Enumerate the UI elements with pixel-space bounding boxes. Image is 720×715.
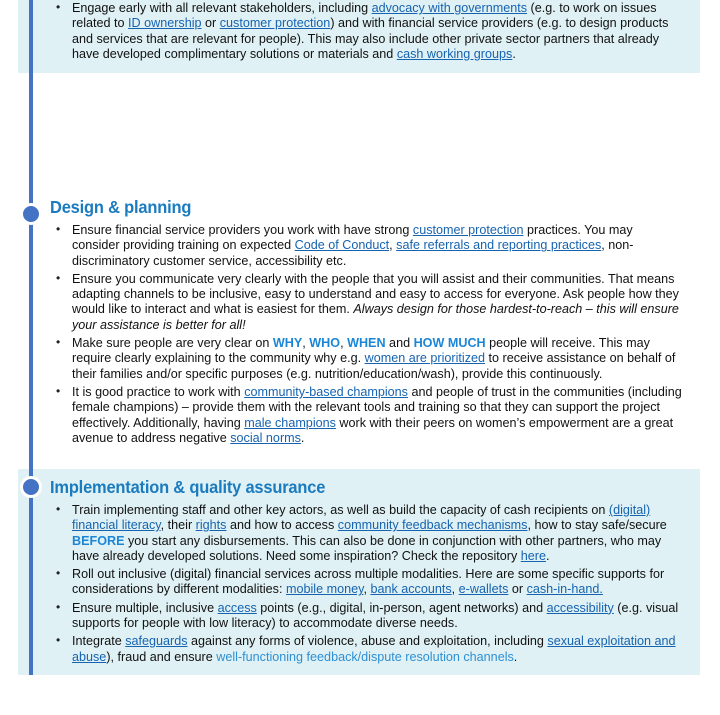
body-text: points (e.g., digital, in-person, agent networks) and	[256, 600, 547, 615]
emphasis-text: WHY	[272, 336, 303, 351]
emphasis-text: HOW MUCH	[413, 336, 486, 351]
inline-link[interactable]: customer protection	[412, 223, 524, 237]
inline-link[interactable]: advocacy with governments	[371, 1, 528, 16]
body-text: ), fraud and ensure	[106, 649, 217, 664]
body-text: , their	[160, 518, 196, 533]
body-text: (e.g. visual supports for people with low literacy) to accommodate diverse needs.	[72, 600, 679, 631]
inline-link[interactable]: customer protection	[219, 16, 331, 31]
timeline-rail	[29, 0, 33, 675]
body-text: ) and with financial service providers (e.g. to design products and services that are relevant for people). This may also include other private sector partners that already have developed complimentary solutions or materials and	[72, 16, 669, 61]
inline-link[interactable]: social norms	[230, 430, 301, 445]
section-heading-design: Design & planning	[50, 197, 192, 217]
timeline-dot-design	[20, 203, 42, 225]
inline-link[interactable]: cash working groups	[396, 46, 513, 61]
body-text: and	[385, 336, 414, 351]
body-text: and people of trust in the communities (including female champions) – provide them with the relevant tools and training so that they can support the project effectively. Additionally, having	[72, 384, 682, 430]
body-text: ,	[302, 336, 310, 351]
section-engagement	[18, 0, 700, 73]
bullet-item	[50, 223, 682, 269]
body-text: or	[508, 582, 527, 597]
body-text: , how to stay safe/secure	[527, 518, 667, 533]
body-text: Integrate	[72, 634, 126, 649]
body-text: ,	[363, 582, 371, 597]
body-text: to receive assistance on behalf of their families and/or specific purposes (e.g. nutrition/education/wash), provide this continuously.	[72, 351, 676, 381]
inline-link[interactable]: sexual exploitation and abuse	[72, 634, 676, 664]
body-text: Engage early with all relevant stakeholders, including	[72, 1, 372, 16]
bottom-clip-guard	[0, 675, 720, 715]
bullet-item	[50, 503, 682, 564]
emphasis-text: WHEN	[347, 336, 386, 351]
section-implementation	[18, 469, 700, 676]
body-text: .	[513, 649, 518, 664]
bullet-item	[50, 634, 682, 665]
inline-link[interactable]: (digital) financial literacy	[72, 503, 651, 533]
body-text: Train implementing staff and other key actors, as well as build the capacity of cash recipients on	[72, 503, 609, 517]
inline-link[interactable]: safeguards	[125, 634, 188, 649]
inline-link[interactable]: community-based champions	[244, 384, 408, 399]
inline-link[interactable]: ID ownership	[128, 16, 202, 31]
body-text: ,	[451, 582, 459, 597]
section-heading-implementation: Implementation & quality assurance	[50, 477, 326, 497]
emphasis-text: WHO	[309, 336, 341, 351]
section-body	[18, 0, 700, 62]
body-text: practices. You may consider providing training on expected	[72, 223, 633, 253]
inline-link[interactable]: here	[520, 548, 546, 563]
bullet-list	[50, 503, 682, 665]
inline-link[interactable]: mobile money	[285, 582, 364, 597]
inline-link[interactable]: accessibility	[546, 600, 614, 615]
body-text: work with their peers on women’s empowerment are a great avenue to address negative	[72, 415, 674, 445]
bullet-list	[50, 223, 682, 446]
body-text: .	[545, 548, 550, 563]
body-text: people will receive. This may require clearly explaining to the community why e.g.	[72, 336, 650, 366]
body-text: against any forms of violence, abuse and exploitation, including	[187, 634, 548, 649]
bullet-item	[50, 567, 682, 598]
body-text: Ensure you communicate very clearly with the people that you will assist and their communities. That means adapting channels to be inclusive, easy to understand and easy to access for everyone. Ask people how they would like to interact and what is easiest for them.	[72, 271, 679, 317]
bullet-item	[50, 601, 682, 632]
body-text: Ensure financial service providers you work with have strong	[72, 223, 413, 237]
body-text: Ensure multiple, inclusive	[72, 600, 218, 615]
body-text: ,	[340, 336, 348, 351]
italic-text: Always design for those hardest-to-reach – this will ensure your assistance is better for all!	[72, 302, 679, 332]
inline-link[interactable]: safe referrals and reporting practices	[396, 238, 602, 253]
inline-link[interactable]: cash-in-hand.	[526, 582, 603, 597]
emphasis-text: BEFORE	[72, 533, 125, 548]
body-text: you start any disbursements. This can also be done in conjunction with other partners, who may have already developed solutions. Need some inspiration? Check the repository	[72, 533, 662, 563]
body-text: .	[300, 430, 305, 445]
inline-link[interactable]: women are prioritized	[364, 351, 486, 366]
body-text: Make sure people are very clear on	[72, 336, 273, 351]
body-text: and how to access	[226, 518, 338, 533]
body-text: ,	[389, 238, 397, 253]
bullet-list	[50, 0, 682, 62]
inline-link[interactable]: e-wallets	[458, 582, 509, 597]
bullet-item	[50, 1, 682, 62]
section-body	[18, 189, 700, 446]
inline-link[interactable]: access	[217, 600, 257, 615]
body-text: , non-discriminatory customer service, accessibility etc.	[72, 238, 634, 268]
bullet-item	[50, 272, 682, 333]
section-body	[18, 469, 700, 665]
bullet-item	[50, 336, 682, 382]
inline-link[interactable]: well-functioning feedback/dispute resolution channels	[216, 649, 514, 664]
body-text: or	[201, 16, 220, 31]
inline-link[interactable]: community feedback mechanisms	[337, 518, 528, 533]
body-text: Roll out inclusive (digital) financial services across multiple modalities. Here are some specific supports for considerations by different modalities:	[72, 567, 665, 597]
inline-link[interactable]: rights	[195, 518, 227, 533]
body-text: It is good practice to work with	[72, 384, 245, 399]
inline-link[interactable]: bank accounts	[370, 582, 452, 597]
section-design	[18, 189, 700, 457]
inline-link[interactable]: Code of Conduct	[294, 238, 390, 253]
timeline-dot-implementation	[20, 476, 42, 498]
bullet-item	[50, 385, 682, 446]
body-text: .	[512, 46, 516, 61]
body-text: (e.g. to work on issues related to	[72, 1, 657, 31]
inline-link[interactable]: male champions	[244, 415, 336, 430]
